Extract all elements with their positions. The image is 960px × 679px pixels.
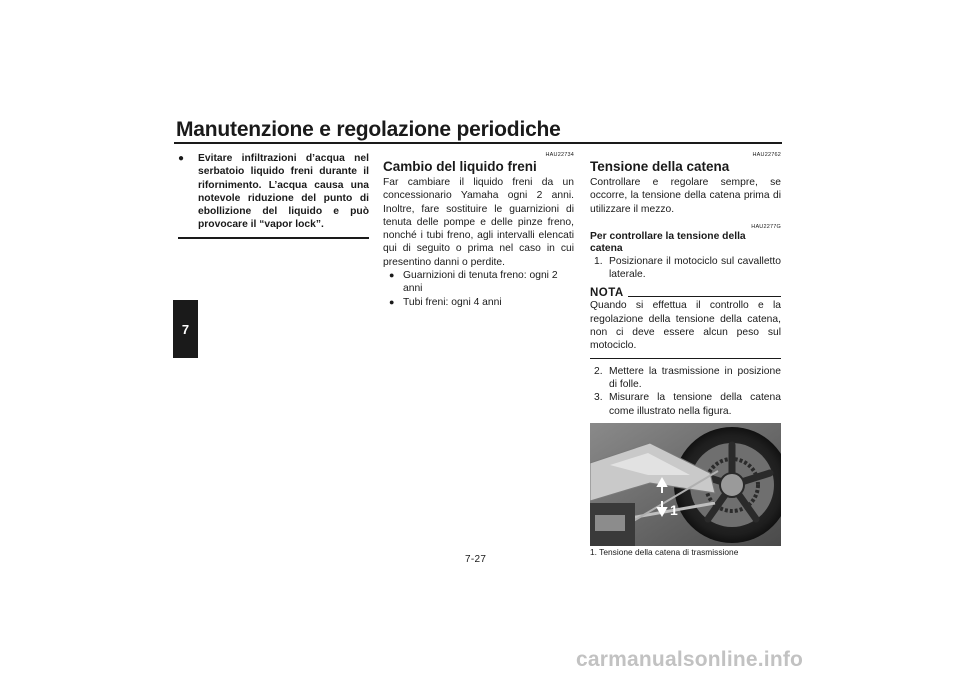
subsection-title: Per controllare la tensione della catena [590,230,746,254]
header-rule [174,142,782,144]
watermark-text: carmanualsonline.info [576,648,804,671]
section-title: Tensione della catena [590,159,730,174]
page-number: 7-27 [465,554,487,565]
step-item [590,255,781,282]
section-code: HAU22734 [545,152,574,158]
list-item-text: Tubi freni: ogni 4 anni [403,296,502,308]
step-item [590,391,781,418]
note-label: NOTA [590,287,624,300]
list-item [383,296,574,309]
bullet-icon: ● [389,296,395,307]
chain-tension-figure [590,423,781,546]
column-brake-fluid [383,152,574,309]
list-item-text: Guarnizioni di tenuta freno: ogni 2 anni [403,270,558,295]
step-text: Misurare la tensione della catena come illustrato nella figura. [609,392,781,417]
column-chain-tension [590,152,781,558]
section-title: Cambio del liquido freni [383,159,537,174]
note-rule [628,296,781,297]
note-end-rule [590,358,781,359]
figure-callout-label: 1 [670,501,678,518]
warning-end-rule [178,237,369,239]
warning-bullet [178,152,369,232]
step-item [590,365,781,392]
step-number: 2. [594,365,603,377]
subsection-code: HAU2277G [751,223,781,230]
column-warning [178,152,369,239]
chapter-tab: 7 [173,300,198,358]
bullet-icon: ● [178,153,185,164]
step-number: 3. [594,392,603,404]
figure-caption: 1. Tensione della catena di trasmissione [590,546,739,557]
section-body: Far cambiare il liquido freni da un concessionario Yamaha ogni 2 anni. Inoltre, fare sostituire le guarnizioni di tenuta delle pompe e delle pinze freno, nonché i tubi freno, agli intervalli elencati qui di seguito o prima nel caso in cui presentino danni o perdite. [383,177,574,268]
page-title: Manutenzione e regolazione periodiche [176,118,561,141]
section-code: HAU22762 [752,152,781,158]
motorcycle-rear-wheel-photo [590,423,781,546]
note-header [590,287,781,299]
step-text: Mettere la trasmissione in posizione di folle. [609,365,781,390]
warning-text: Evitare infiltrazioni d’acqua nel serbatoio liquido freni durante il rifornimento. L’acqua causa una notevole riduzione del punto di ebollizione del liquido e può provocare il “vapor lock”. [198,153,369,231]
step-number: 1. [594,255,603,267]
note-text: Quando si effettua il controllo e la regolazione della tensione della catena, non ci deve essere alcun peso sul motociclo. [590,300,781,352]
step-text: Posizionare il motociclo sul cavalletto laterale. [609,255,781,281]
section-intro: Controllare e regolare sempre, se occorre, la tensione della catena prima di utilizzare il mezzo. [590,177,781,215]
list-item [383,269,574,296]
bullet-icon: ● [389,270,395,281]
